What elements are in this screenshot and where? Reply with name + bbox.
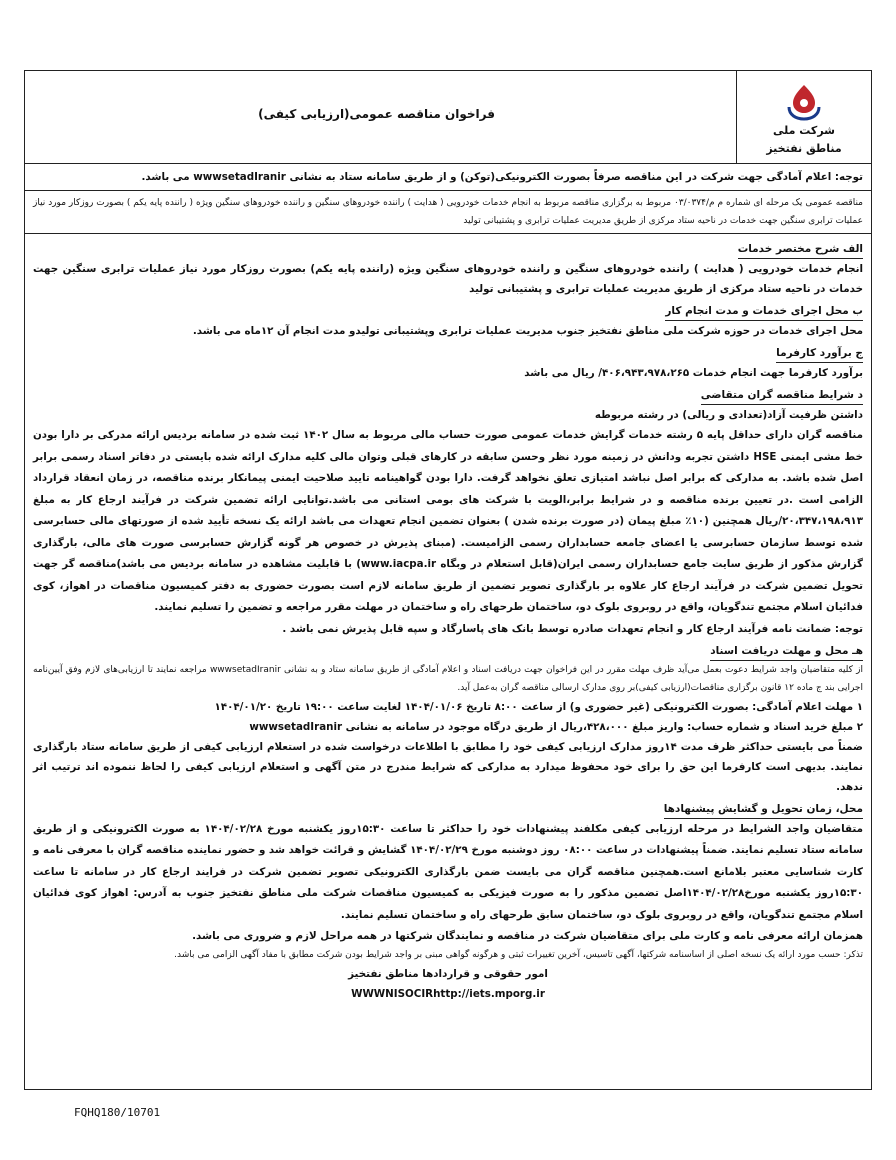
section-e-item1: ۱ مهلت اعلام آمادگی: بصورت الکترونیکی (غیر حضوری و) از ساعت ۸:۰۰ تاریخ ۱۴۰۴/۰۱/۰۶ لغایت ساعت ۱۹:۰۰ تاریخ ۱۴۰۴/۰۱/۲۰ — [214, 700, 863, 713]
section-d-text1: داشتن ظرفیت آزاد(تعدادی و ریالی) در رشته مربوطه — [594, 409, 863, 421]
section-f-text: متقاضیان واجد الشرایط در مرحله ارزیابی کیفی مکلفند پیشنهادات خود را حداکثر تا ساعت ۱۵:۳۰روز یکشنبه مورخ ۱۴۰۴/۰۲/۲۸ به صورت الکترونیکی و از طریق سامانه ستاد تسلیم نمایند. ضمناً پیشنهادات در ساعت ۰۸:۰۰ روز دوشنبه مورخ ۱۴۰۴/۰۲/۲۹ گشایش و قرائت خواهد شد و حضور نماینده مناقصه گران با معرفی نامه و کارت شناسایی معتبر بلامانع است.همچنین مناقصه گران می بایست ضمن بارگذاری الکترونیکی تصویر تضمین شرکت در فرایند ارجاع کار در سامانه تا ساعت ۱۵:۳۰روز یکشنبه مورخ۱۴۰۴/۰۲/۲۸اصل تضمین مذکور را به صورت فیزیکی به کمیسیون مناقصات شرکت ملی مناطق نفتخیز جنوب به آدرس: اهواز کوی فدائیان اسلام مجتمع تندگویان، واقع در روبروی بلوک دو، ساختمان سابق طرحهای راه و ساختمان تسلیم نمایند. — [33, 822, 863, 921]
websites: WWWNISOCIRhttp://iets.mporg.ir — [351, 988, 545, 1000]
divider — [25, 190, 871, 191]
department-name: امور حقوقی و قراردادها مناطق نفتخیز — [348, 968, 548, 980]
section-a-text: انجام خدمات خودرویی ( هدایت ) راننده خودروهای سنگین و راننده خودروهای سنگین ویژه (راننده پایه یکم) بصورت روزکار مورد نیاز عملیات ترابری سنگین جهت خدمات در ناحیه ستاد مرکزی از طریق مدیریت عملیات ترابری و پشتیبانی تولید — [33, 263, 863, 295]
section-e-title: هـ محل و مهلت دریافت اسناد — [710, 642, 863, 661]
section-d-text2: مناقصه گران دارای حداقل پایه ۵ رشته خدمات گرایش خدمات عمومی صورت حساب مالی مربوط به سال ۱۴۰۲ ثبت شده در سامانه بردیس ارائه مدرکی بر دارا بودن خط مشی ایمنی HSE داشتن تجربه ودانش در زمینه مورد نظر وحسن سابقه در کارهای قبلی وتوان مالی کلیه مدارک ارائه شده بایستی در دفاتر اسناد رسمی برابر اصل شده باشد. به مدارکی که برابر اصل نباشد امتیازی تعلق نخواهد گرفت. دارا بودن گواهینامه تایید صلاحیت ایمنی پیمانکار برنده مناقصه، در زمان انعقاد قرارداد الزامی است .در تعیین برنده مناقصه و در شرایط برابر،الویت با شرکت های بومی استانی می باشد.توانایی ارائه تضمین شرکت در فرآیند ارجاع کار به مبلغ ۲۰،۳۴۷،۱۹۸،۹۱۳/ریال همچنین (۱۰٪ مبلغ پیمان (در صورت برنده شدن ) بعنوان تضمین انجام تعهدات می باشد ارائه یک نسخه تأیید شده از صورتهای مالی حسابرسی شده توسط سازمان حسابرسی یا اعضای جامعه حسابداران رسمی الزامیست. (مبنای پذیرش در خصوص هر گونه گزارش حسابرسی صورت های مالی، بارگذاری گزارش مذکور از طریق سایت جامع حسابداران رسمی ایران(قابل استعلام در وبگاه www.iacpa.ir) با قابلیت مشاهده در سامانه بردیس می باشد)مناقصه گر جهت تحویل تضمین شرکت در فرآیند ارجاع کار علاوه بر بارگذاری تصویر تضمین از طریق سامانه لازم است بصورت حضوری به دفتر کمیسیون مناقصات در اهواز، کوی فدائیان اسلام مجتمع تندگویان، واقع در روبروی بلوک دو، ساختمان طرحهای راه و ساختمان در مهلت مقرر مراجعه و تضمین را تسلیم نمایند. — [33, 429, 863, 613]
document-header — [25, 71, 871, 164]
org-name-line1: شرکت ملی — [773, 124, 835, 137]
section-e-text2: ضمناً می بایستی حداکثر ظرف مدت ۱۴روز مدارک ارزیابی کیفی خود را مطابق با اطلاعات درخواست شده در استعلام ارزیابی کیفی از طریق سامانه ستاد بارگذاری نمایند. بدیهی است کارفرما این حق را برای خود محفوظ میدارد به مدارکی که شرایط مندرج در متن آگهی و استعلام ارزیابی کیفی را لحاظ ننموده اند ترتیب اثر ندهد. — [33, 740, 863, 793]
section-a-title: الف شرح مختصر خدمات — [738, 240, 863, 259]
section-c-title: ج برآورد کارفرما — [776, 344, 863, 363]
logo-box — [736, 71, 871, 163]
section-f-title: محل، زمان تحویل و گشایش پیشنهادها — [664, 800, 863, 819]
section-b-text: محل اجرای خدمات در حوزه شرکت ملی مناطق نفتخیز جنوب مدیریت عملیات ترابری وپشتیبانی تولیدو مدت انجام آن ۱۲ماه می باشد. — [192, 325, 863, 337]
section-c-text: برآورد کارفرما جهت انجام خدمات ۴۰۶،۹۴۳،۹۷۸،۲۶۵/ ریال می باشد — [524, 367, 863, 379]
section-d-title: د شرایط مناقصه گران متقاضی — [701, 386, 863, 405]
nioc-logo-icon — [779, 81, 829, 121]
intro-paragraph: مناقصه عمومی یک مرحله ای شماره م م/۰۳/۰۳۷۴ مربوط به برگزاری مناقصه مربوط به انجام خدمات خودرویی ( هدایت ) راننده خودروهای سنگین و راننده خودروهای سنگین ویژه ( راننده پایه یکم ) بصورت روزکار مورد نیاز عملیات ترابری سنگین جهت خدمات در ناحیه ستاد مرکزی از طریق مدیریت عملیات ترابری و پشتیبانی تولید — [33, 198, 863, 226]
page-title: فراخوان مناقصه عمومی(ارزیابی کیفی) — [258, 107, 495, 121]
closing-text: همزمان ارائه معرفی نامه و کارت ملی برای متقاضیان شرکت در مناقصه و نمایندگان شرکتها در همه مراحل لازم و ضروری می باشد. — [192, 930, 863, 942]
section-e-text: از کلیه متقاضیان واجد شرایط دعوت بعمل می‌آید ظرف مهلت مقرر در این فراخوان جهت دریافت اسناد و اعلام آمادگی از طریق سامانه ستاد و به نشانی wwwsetadIranir مراجعه نمایند تا ارزیابی‌های لازم وفق آیین‌نامه اجرایی بند ج ماده ۱۲ قانون برگزاری مناقصات(ارزیابی کیفی)بر روی مدارک ارسالی مناقصه گران به‌عمل آید. — [33, 664, 863, 693]
divider — [25, 233, 871, 234]
section-d-note: توجه: ضمانت نامه فرآیند ارجاع کار و انجام تعهدات صادره توسط بانک های پاسارگاد و سپه قابل پذیرش نمی باشد . — [282, 622, 863, 635]
section-e-item2: ۲ مبلغ خرید اسناد و شماره حساب: واریز مبلغ ۴۲۸،۰۰۰،ریال از طریق درگاه موجود در سامانه به نشانی wwwsetadIranir — [249, 720, 863, 733]
org-name-line2: مناطق نفتخیز — [766, 142, 842, 155]
document-body — [33, 163, 863, 1004]
footer-code: FQHQ180/10701 — [74, 1106, 161, 1119]
reminder-text: تذکر: حسب مورد ارائه یک نسخه اصلی از اساسنامه شرکتها، آگهی تاسیس، آخرین تغییرات ثبتی و هرگونه گواهی مبنی بر واجد شرایط بودن شرکت مطابق با مفاد آگهی الزامی می باشد. — [174, 950, 863, 960]
section-b-title: ب محل اجرای خدمات و مدت انجام کار — [665, 302, 863, 321]
notice-document — [24, 70, 872, 1090]
top-note: توجه: اعلام آمادگی جهت شرکت در این مناقصه صرفاً بصورت الکترونیکی(توکن) و از طریق سامانه ستاد به نشانی wwwsetadIranir می باشد. — [141, 171, 863, 183]
